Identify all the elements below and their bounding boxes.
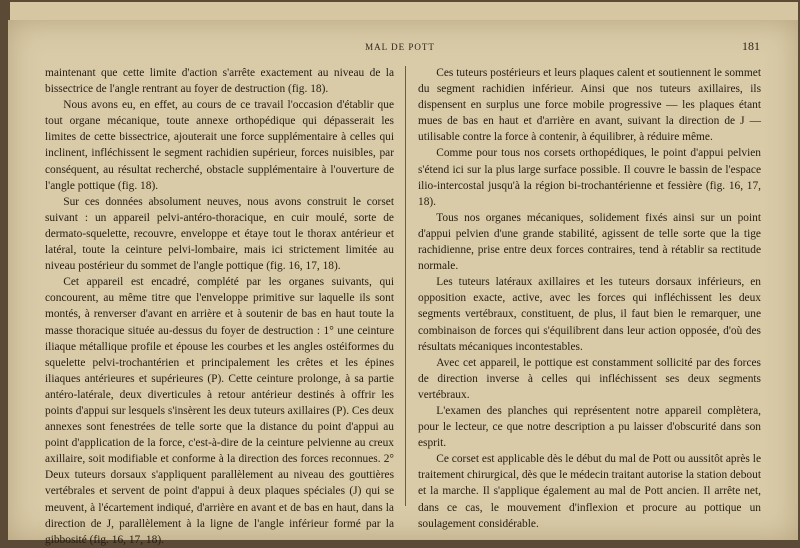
paragraph: Les tuteurs latéraux axillaires et les tuteurs dorsaux inférieurs, en opposition exacte, active, avec les forces qui infléchissent les deux segments vertébraux, constituent, de plus, il faut bien le remarquer, une combinaison de forces qui s'équilibrent dans leur action opposée, d'où des résultats mécaniques incontestables. bbox=[418, 276, 761, 353]
page-number: 181 bbox=[742, 39, 760, 53]
paragraph: Comme pour tous nos corsets orthopédiques, le point d'appui pelvien s'étend ici sur la plus large surface possible. Il couvre le bassin de l'espace ilio-intercostal jusqu'à la région bi-trochantérienne et fessière (fig. 16, 17, 18). bbox=[418, 147, 761, 208]
page-header bbox=[0, 40, 800, 56]
paragraph: Tous nos organes mécaniques, solidement fixés ainsi sur un point d'appui pelvien d'une grande stabilité, agissent de telle sorte que la tige rachidienne, prise entre deux forces contraires, tend à rétablir sa rectitude normale. bbox=[418, 211, 761, 273]
left-column bbox=[45, 65, 394, 548]
paragraph: Nous avons eu, en effet, au cours de ce travail l'occasion d'établir que tout organe mécanique, toute annexe orthopédique qui dépasserait les limites de cette bissectrice, ajouterait une force supplémentaire à celles qui inclinent, infléchissent le segment rachidien supérieur, forces nuisibles, par conséquent, au résultat recherché, obstacle supplémentaire à l'ouverture de l'angle pottique (fig. 18). bbox=[45, 99, 394, 192]
paragraph: maintenant que cette limite d'action s'arrête exactement au niveau de la bissectrice de l'angle rentrant au foyer de destruction (fig. 18). bbox=[45, 67, 394, 96]
column-divider bbox=[405, 66, 406, 506]
paragraph: L'examen des planches qui représentent notre appareil complètera, pour le lecteur, ce que notre description a pu laisser d'obscurité dans son esprit. bbox=[418, 404, 761, 450]
paragraph: Ces tuteurs postérieurs et leurs plaques calent et soutiennent le sommet du segment rachidien inférieur. Ainsi que nos tuteurs axillaires, ils dispensent en surplus une force mobile progressive — les plaques étant mues de bas en haut et d'arrière en avant, suivant la direction de J — utilisable contre la force à contenir, à équilibrer, à réduire même. bbox=[418, 67, 761, 144]
paragraph: Ce corset est applicable dès le début du mal de Pott ou aussitôt après le traitement chirurgical, dès que le médecin traitant autorise la station debout et la marche. Il s'applique également au mal de Pott ancien. Il arrête net, dans ce cas, le mouvement d'inflexion et procure au pottique un soulagement considérable. bbox=[418, 453, 761, 530]
paragraph: Avec cet appareil, le pottique est constamment sollicité par des forces de direction inverse à celles qui infléchissent ses deux segments vertébraux. bbox=[418, 356, 761, 401]
paragraph: Sur ces données absolument neuves, nous avons construit le corset suivant : un appareil pelvi-antéro-thoracique, en cuir moulé, sorte de dermato-squelette, recouvre, enveloppe et étaye tout le thorax antérieur et latéral, toute la ceinture pelvi-lombaire, mais ici strictement limitée au niveau postérieur du sommet de l'angle pottique (fig. 16, 17, 18). bbox=[45, 195, 394, 273]
right-column bbox=[418, 65, 761, 532]
paragraph: Cet appareil est encadré, complété par les organes suivants, qui concourent, au même titre que l'enveloppe primitive sur laquelle ils sont montés, à renverser d'avant en arrière et à soutenir de bas en haut toute la masse thoracique située au-dessus du foyer de destruction : 1° une ceinture iliaque métallique profile et épouse les courbes et les angles ostéiformes du squelette pelvi-trochantérien et principalement les crêtes et les épines iliaques antérieures et supérieures (P). Cette ceinture prolonge, à sa partie antéro-latérale, deux diverticules à retour antérieur destinés à offrir les points d'appui sur lesquels s'insèrent les deux tuteurs axillaires (P). Ces deux annexes sont fenestrées de telle sorte que la distance du point d'appui au point d'application de la force, c'est-à-dire de la ceinture pelvienne au creux axillaire, soit modifiable et conforme à la direction des forces reconnues. 2° Deux tuteurs dorsaux s'appliquent parallèlement au niveau des gouttières vertébrales et servent de point d'appui à deux plaques spéciales (J) qui se meuvent, à l'écartement indiqué, d'arrière en avant et de bas en haut, dans la direction de J, parallèlement à la ligne de l'angle inférieur formé par la gibbosité (fig. 16, 17, 18). bbox=[45, 276, 394, 546]
running-title: MAL DE POTT bbox=[365, 42, 435, 52]
